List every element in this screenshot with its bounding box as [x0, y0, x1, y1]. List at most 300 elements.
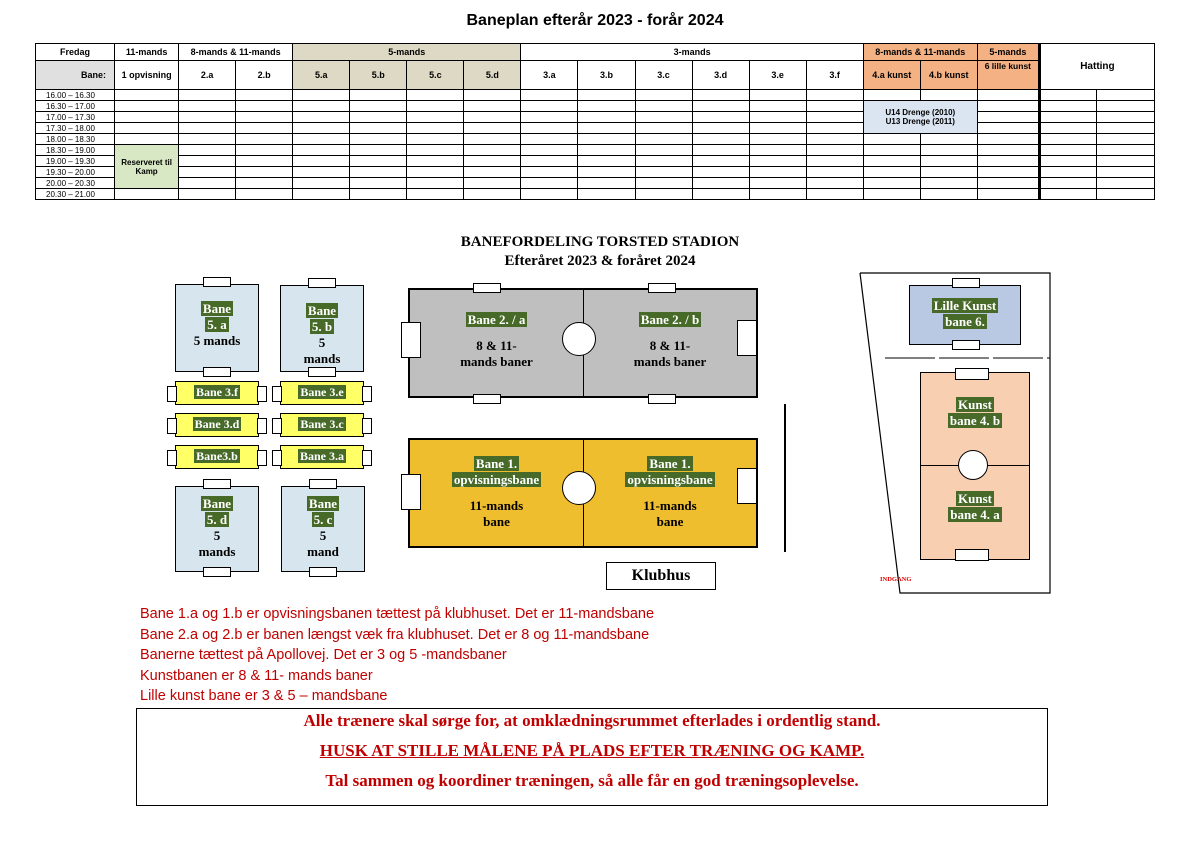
field-label: Bane 3.e — [300, 385, 344, 399]
schedule-cell — [692, 156, 749, 167]
schedule-cell — [350, 123, 407, 134]
goal — [257, 450, 267, 466]
note-line: Kunstbanen er 8 & 11- mands baner — [140, 668, 373, 684]
fence-line — [784, 404, 786, 552]
field-text: mands baner — [460, 354, 533, 369]
field-text: mands — [303, 351, 341, 366]
schedule-cell — [179, 156, 236, 167]
court-header: 5.a — [293, 61, 350, 90]
schedule-cell — [692, 167, 749, 178]
field-label: Bane — [202, 496, 232, 511]
schedule-cell — [236, 123, 293, 134]
field-text: bane — [656, 514, 684, 529]
schedule-cell — [749, 167, 806, 178]
schedule-cell — [521, 123, 578, 134]
field-label: Bane 2. / b — [640, 312, 700, 327]
schedule-cell — [806, 178, 863, 189]
center-circle — [958, 450, 988, 480]
schedule-cell — [578, 112, 635, 123]
field-label: Bane — [202, 301, 232, 316]
schedule-cell — [977, 156, 1039, 167]
schedule-cell — [749, 101, 806, 112]
schedule-cell — [464, 112, 521, 123]
schedule-cell — [863, 167, 920, 178]
schedule-cell — [293, 145, 350, 156]
schedule-cell — [521, 145, 578, 156]
schedule-cell — [1039, 167, 1096, 178]
field-label: opvisningsbane — [453, 472, 540, 487]
schedule-cell — [920, 167, 977, 178]
notice-line3: Tal sammen og koordiner træningen, så alle får en god træningsoplevelse. — [325, 771, 859, 790]
schedule-row — [36, 90, 1155, 101]
schedule-cell — [464, 178, 521, 189]
schedule-cell — [806, 167, 863, 178]
schedule-cell — [692, 123, 749, 134]
schedule-cell — [464, 189, 521, 200]
map-heading-line2: Efteråret 2023 & foråret 2024 — [504, 253, 696, 269]
reserved-cell: Reserveret til Kamp — [115, 145, 179, 189]
schedule-cell — [1039, 156, 1096, 167]
schedule-cell — [350, 156, 407, 167]
schedule-cell — [635, 90, 692, 101]
field-5c — [281, 486, 365, 572]
schedule-cell — [115, 101, 179, 112]
group-header: Hatting — [1039, 44, 1154, 90]
field-label: Bane — [307, 303, 337, 318]
court-header: 4.b kunst — [920, 61, 977, 90]
field-5b — [280, 285, 364, 372]
schedule-cell — [635, 123, 692, 134]
schedule-cell — [578, 167, 635, 178]
schedule-cell — [115, 112, 179, 123]
center-circle — [562, 471, 596, 505]
note-line: Lille kunst bane er 3 & 5 – mandsbane — [140, 688, 388, 704]
team-booking — [863, 101, 977, 134]
field-label: Lille Kunst — [933, 298, 997, 313]
note-line: Banerne tættest på Apollovej. Det er 3 og 5 -mandsbaner — [140, 647, 507, 663]
team-u13: U13 Drenge (2011) — [885, 117, 955, 126]
schedule-cell — [806, 123, 863, 134]
schedule-cell — [115, 189, 179, 200]
court-header: 3.f — [806, 61, 863, 90]
schedule-cell — [521, 112, 578, 123]
goal — [308, 278, 336, 288]
goal — [955, 368, 989, 380]
schedule-cell — [464, 156, 521, 167]
schedule-cell — [1039, 112, 1096, 123]
goal — [309, 567, 337, 577]
field-label: opvisningsbane — [627, 472, 713, 487]
field-label: Bane 1. — [649, 456, 691, 471]
field-text: 8 & 11- — [649, 338, 691, 353]
schedule-cell — [977, 189, 1039, 200]
schedule-cell — [863, 134, 920, 145]
schedule-cell — [1039, 101, 1096, 112]
court-header: 3.b — [578, 61, 635, 90]
schedule-cell — [236, 156, 293, 167]
schedule-cell — [635, 167, 692, 178]
court-header: 5.c — [407, 61, 464, 90]
notice-line2: HUSK AT STILLE MÅLENE PÅ PLADS EFTER TRÆNING OG KAMP. — [319, 741, 865, 760]
field-label: Kunst — [958, 491, 992, 506]
time-slot: 19.00 – 19.30 — [36, 156, 115, 167]
schedule-cell — [863, 156, 920, 167]
goal — [952, 278, 980, 288]
schedule-cell — [179, 145, 236, 156]
schedule-cell — [236, 167, 293, 178]
schedule-cell — [1096, 112, 1154, 123]
schedule-cell — [236, 145, 293, 156]
schedule-cell — [692, 112, 749, 123]
schedule-cell — [350, 145, 407, 156]
field-label: 5. d — [206, 512, 228, 527]
group-header: 3-mands — [521, 44, 863, 61]
field-3a — [280, 445, 364, 469]
schedule-cell — [179, 90, 236, 101]
field-text: mand — [307, 544, 339, 559]
schedule-cell — [863, 90, 920, 101]
schedule-cell — [407, 145, 464, 156]
team-u14: U14 Drenge (2010) — [885, 108, 956, 117]
schedule-cell — [236, 189, 293, 200]
field-3d — [175, 413, 259, 437]
schedule-cell — [920, 189, 977, 200]
goal — [308, 367, 336, 377]
schedule-cell — [806, 112, 863, 123]
schedule-cell — [464, 90, 521, 101]
goal — [167, 386, 177, 402]
schedule-cell — [692, 134, 749, 145]
time-slot: 19.30 – 20.00 — [36, 167, 115, 178]
schedule-cell — [293, 167, 350, 178]
field-text: 11-mands — [469, 498, 524, 513]
goal — [203, 479, 231, 489]
court-header: 4.a kunst — [863, 61, 920, 90]
schedule-cell — [407, 101, 464, 112]
schedule-cell — [236, 90, 293, 101]
schedule-cell — [578, 101, 635, 112]
field-text: 5 — [318, 335, 326, 350]
field-text: bane — [483, 514, 510, 529]
schedule-cell — [115, 134, 179, 145]
schedule-cell — [350, 90, 407, 101]
schedule-cell — [1096, 156, 1154, 167]
note-line: Bane 2.a og 2.b er banen længst væk fra klubhuset. Det er 8 og 11-mandsbane — [140, 627, 650, 643]
court-header: 3.e — [749, 61, 806, 90]
field-label: Bane 3.d — [194, 417, 240, 431]
schedule-cell — [236, 101, 293, 112]
field-label: Kunst — [958, 397, 992, 412]
schedule-row — [36, 189, 1155, 200]
schedule-cell — [521, 134, 578, 145]
schedule-table — [35, 43, 1155, 200]
schedule-cell — [977, 112, 1039, 123]
schedule-cell — [1039, 90, 1096, 101]
schedule-row — [36, 167, 1155, 178]
goal — [203, 367, 231, 377]
schedule-cell — [464, 145, 521, 156]
goal — [648, 394, 676, 404]
schedule-cell — [1096, 101, 1154, 112]
schedule-cell — [179, 167, 236, 178]
schedule-cell — [1096, 134, 1154, 145]
schedule-cell — [635, 189, 692, 200]
goal — [955, 549, 989, 561]
schedule-cell — [578, 123, 635, 134]
time-slot: 16.30 – 17.00 — [36, 101, 115, 112]
schedule-cell — [521, 178, 578, 189]
schedule-cell — [407, 156, 464, 167]
goal — [362, 386, 372, 402]
field-label: Bane 1. — [475, 456, 518, 471]
schedule-cell — [179, 189, 236, 200]
schedule-cell — [1096, 178, 1154, 189]
schedule-cell — [179, 178, 236, 189]
goal — [167, 450, 177, 466]
klubhus: Klubhus — [606, 562, 716, 590]
schedule-cell — [1096, 123, 1154, 134]
field-text: 5 mands — [193, 333, 241, 348]
schedule-row — [36, 145, 1155, 156]
schedule-cell — [920, 156, 977, 167]
goal — [362, 418, 372, 434]
schedule-cell — [977, 134, 1039, 145]
goal — [272, 418, 282, 434]
time-slot: 17.00 – 17.30 — [36, 112, 115, 123]
field-label: Bane 2. / a — [467, 312, 526, 327]
field-text: mands — [198, 544, 236, 559]
schedule-cell — [920, 90, 977, 101]
court-header: 6 lille kunst — [977, 61, 1039, 90]
field-label: bane 4. a — [950, 507, 1000, 522]
schedule-cell — [521, 167, 578, 178]
field-6 — [909, 285, 1021, 345]
schedule-cell — [236, 112, 293, 123]
court-header: 1 opvisning — [115, 61, 179, 90]
field-5a — [175, 284, 259, 372]
schedule-cell — [578, 145, 635, 156]
group-header: 8-mands & 11-mands — [863, 44, 977, 61]
schedule-cell — [578, 189, 635, 200]
schedule-row — [36, 123, 1155, 134]
schedule-cell — [635, 101, 692, 112]
goal — [309, 479, 337, 489]
court-header: 2.a — [179, 61, 236, 90]
time-slot: 20.30 – 21.00 — [36, 189, 115, 200]
schedule-cell — [236, 178, 293, 189]
schedule-cell — [407, 134, 464, 145]
group-header: 5-mands — [293, 44, 521, 61]
schedule-cell — [407, 189, 464, 200]
schedule-cell — [806, 101, 863, 112]
schedule-cell — [1039, 189, 1096, 200]
schedule-cell — [179, 112, 236, 123]
schedule-cell — [920, 145, 977, 156]
schedule-cell — [293, 123, 350, 134]
time-slot: 16.00 – 16.30 — [36, 90, 115, 101]
goal — [272, 386, 282, 402]
field-5d — [175, 486, 259, 572]
schedule-cell — [977, 145, 1039, 156]
schedule-cell — [749, 134, 806, 145]
schedule-cell — [293, 156, 350, 167]
schedule-cell — [578, 156, 635, 167]
schedule-cell — [920, 178, 977, 189]
schedule-cell — [179, 101, 236, 112]
schedule-cell — [521, 101, 578, 112]
schedule-cell — [293, 112, 350, 123]
schedule-cell — [578, 134, 635, 145]
schedule-cell — [293, 90, 350, 101]
field-label: 5. b — [311, 319, 333, 334]
field-label: Bane 3.f — [196, 385, 238, 399]
schedule-cell — [236, 134, 293, 145]
schedule-cell — [749, 123, 806, 134]
court-header: 2.b — [236, 61, 293, 90]
schedule-cell — [407, 123, 464, 134]
schedule-cell — [1039, 178, 1096, 189]
map-heading — [380, 233, 820, 271]
schedule-cell — [692, 90, 749, 101]
schedule-row — [36, 112, 1155, 123]
schedule-cell — [464, 167, 521, 178]
schedule-cell — [977, 123, 1039, 134]
field-3b — [175, 445, 259, 469]
schedule-cell — [635, 112, 692, 123]
schedule-cell — [863, 189, 920, 200]
schedule-cell — [464, 101, 521, 112]
court-header: 3.a — [521, 61, 578, 90]
schedule-cell — [578, 90, 635, 101]
group-header: 5-mands — [977, 44, 1039, 61]
goal — [737, 320, 757, 356]
schedule-cell — [1039, 123, 1096, 134]
field-label: Bane — [308, 496, 338, 511]
schedule-cell — [863, 178, 920, 189]
schedule-cell — [350, 112, 407, 123]
schedule-cell — [179, 134, 236, 145]
schedule-cell — [115, 90, 179, 101]
schedule-cell — [806, 145, 863, 156]
field-text: 8 & 11- — [476, 338, 517, 353]
goal — [401, 474, 421, 510]
court-header: 3.c — [635, 61, 692, 90]
field-2b — [584, 290, 756, 396]
schedule-cell — [115, 123, 179, 134]
schedule-cell — [1096, 189, 1154, 200]
goal — [257, 386, 267, 402]
goal — [737, 468, 757, 504]
field-text: 5 — [213, 528, 221, 543]
goal — [473, 394, 501, 404]
schedule-cell — [692, 178, 749, 189]
time-slot: 20.00 – 20.30 — [36, 178, 115, 189]
field-text: 5 — [319, 528, 327, 543]
schedule-cell — [350, 101, 407, 112]
schedule-cell — [1096, 90, 1154, 101]
schedule-cell — [977, 167, 1039, 178]
schedule-cell — [1096, 145, 1154, 156]
field-label: 5. a — [207, 317, 227, 332]
schedule-cell — [749, 189, 806, 200]
schedule-row — [36, 156, 1155, 167]
field-label: Bane3.b — [196, 449, 238, 463]
schedule-cell — [806, 90, 863, 101]
goal — [272, 450, 282, 466]
field-3e — [280, 381, 364, 405]
schedule-cell — [692, 101, 749, 112]
field-text: mands baner — [633, 354, 707, 369]
notice-box — [136, 708, 1048, 806]
schedule-cell — [464, 134, 521, 145]
schedule-cell — [407, 112, 464, 123]
schedule-cell — [920, 134, 977, 145]
schedule-cell — [749, 145, 806, 156]
group-header: 8-mands & 11-mands — [179, 44, 293, 61]
schedule-cell — [863, 145, 920, 156]
time-slot: 17.30 – 18.00 — [36, 123, 115, 134]
page-title: Baneplan efterår 2023 - forår 2024 — [466, 12, 724, 29]
schedule-cell — [350, 178, 407, 189]
schedule-cell — [350, 189, 407, 200]
schedule-cell — [521, 156, 578, 167]
goal — [203, 567, 231, 577]
schedule-cell — [749, 156, 806, 167]
goal — [952, 340, 980, 350]
schedule-cell — [407, 90, 464, 101]
goal — [257, 418, 267, 434]
schedule-cell — [1039, 134, 1096, 145]
schedule-cell — [635, 134, 692, 145]
schedule-cell — [521, 189, 578, 200]
schedule-cell — [578, 178, 635, 189]
field-text: 11-mands — [643, 498, 697, 513]
schedule-cell — [977, 90, 1039, 101]
field-3c — [280, 413, 364, 437]
schedule-cell — [806, 189, 863, 200]
goal — [203, 277, 231, 287]
schedule-cell — [1096, 167, 1154, 178]
schedule-cell — [806, 134, 863, 145]
schedule-cell — [749, 90, 806, 101]
map-heading-line1: BANEFORDELING TORSTED STADION — [460, 234, 740, 250]
schedule-cell — [635, 156, 692, 167]
court-header: 5.d — [464, 61, 521, 90]
schedule-cell — [407, 167, 464, 178]
center-circle — [562, 322, 596, 356]
goal — [167, 418, 177, 434]
schedule-cell — [407, 178, 464, 189]
field-label: bane 6. — [945, 314, 985, 329]
court-header: 5.b — [350, 61, 407, 90]
entrance-label: INDGANG — [880, 576, 912, 583]
notice-line1: Alle trænere skal sørge for, at omklædningsrummet efterlades i ordentlig stand. — [303, 711, 881, 730]
court-header: 3.d — [692, 61, 749, 90]
schedule-cell — [293, 101, 350, 112]
schedule-row — [36, 134, 1155, 145]
goal — [648, 283, 676, 293]
schedule-cell — [293, 134, 350, 145]
schedule-cell — [464, 123, 521, 134]
schedule-cell — [179, 123, 236, 134]
schedule-cell — [977, 101, 1039, 112]
field-label: bane 4. b — [949, 413, 1001, 428]
schedule-cell — [635, 145, 692, 156]
schedule-row — [36, 101, 1155, 112]
schedule-cell — [293, 178, 350, 189]
schedule-cell — [806, 156, 863, 167]
field-label: 5. c — [313, 512, 333, 527]
